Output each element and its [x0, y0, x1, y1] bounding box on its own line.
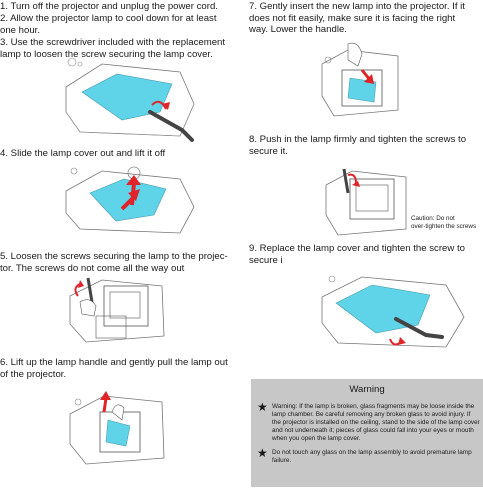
step-2-text: 2. Allow the projector lamp to cool down for at least one hour. — [0, 13, 217, 36]
projector-illustration-step9 — [318, 267, 468, 355]
projector-illustration-step7 — [318, 40, 400, 118]
star-icon: ★ — [257, 400, 268, 414]
warning-item-text: Do not touch any glass on the lamp assembly to avoid premature lamp failure. — [272, 449, 472, 464]
step-5-text: 5. Loosen the screws securing the lamp to the projec- tor. The screws do not come all the way out — [0, 251, 228, 274]
step-3-text: 3. Use the screwdriver included with the replacement lamp to loosen the screw securing the lamp cover. — [0, 37, 226, 60]
step-1-text: 1. Turn off the projector and unplug the power cord. — [0, 1, 218, 12]
projector-illustration-step5 — [66, 276, 166, 346]
star-icon: ★ — [257, 446, 268, 460]
warning-box — [251, 379, 483, 487]
projector-illustration-step3 — [62, 52, 202, 147]
step-4-text: 4. Slide the lamp cover out and lift it off — [0, 148, 166, 159]
warning-item — [257, 446, 481, 467]
step-9-text: 9. Replace the lamp cover and tighten the screw to secure i — [249, 243, 465, 266]
warning-item-text: Warning: If the lamp is broken, glass fragments may be loose inside the lamp chamber. Be careful removing any broken glass to avoid injury. If the projector is installed on the ceiling, stand to the side of the lamp cover and not underneath it; pieces of glass could fall into your eyes or mouth when you open the lamp cover. — [272, 403, 480, 442]
warning-title: Warning — [349, 384, 385, 395]
step-8-text: 8. Push in the lamp firmly and tighten the screws to secure it. — [249, 134, 467, 157]
projector-illustration-step6 — [66, 388, 166, 468]
caution-note: Caution: Do not over-tighten the screws — [411, 215, 477, 230]
warning-item — [257, 400, 481, 445]
step-7-text: 7. Gently insert the new lamp into the projector. If it does not fit easily, make sure it is facing the right way. Lower the handle. — [249, 1, 465, 36]
projector-illustration-step4 — [62, 163, 202, 239]
projector-illustration-step8 — [322, 165, 408, 237]
step-6-text: 6. Lift up the lamp handle and gently pull the lamp out of the projector. — [0, 357, 228, 380]
